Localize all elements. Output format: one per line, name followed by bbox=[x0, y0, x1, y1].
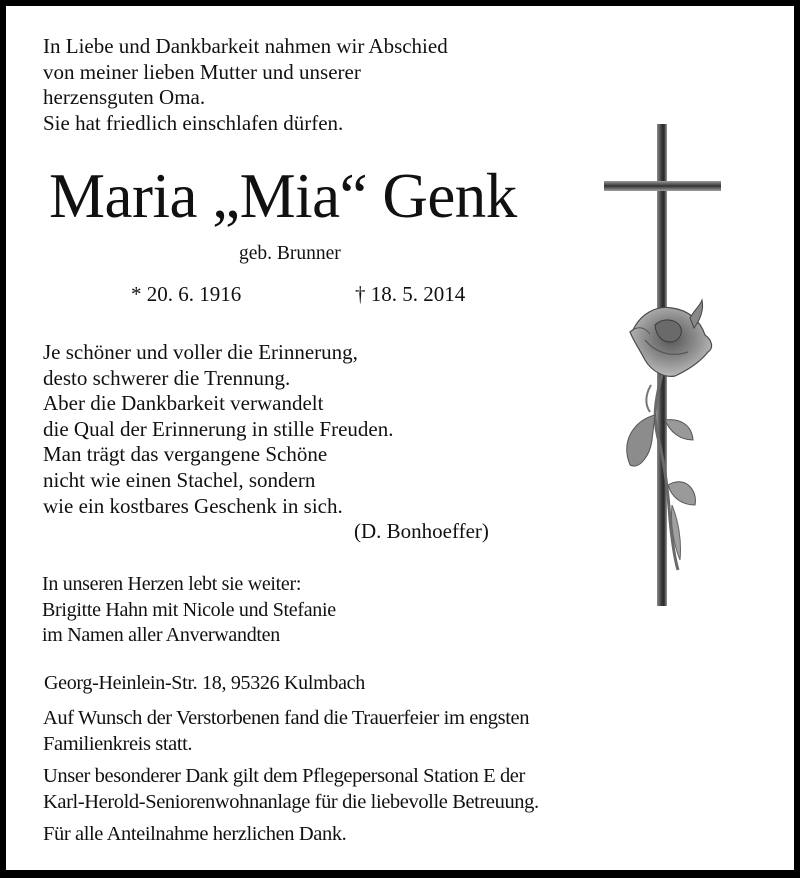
mourners-line: In unseren Herzen lebt sie weiter: bbox=[42, 573, 302, 595]
intro-line: Sie hat friedlich einschlafen dürfen. bbox=[43, 110, 344, 135]
address: Georg-Heinlein-Str. 18, 95326 Kulmbach bbox=[44, 672, 365, 694]
deceased-name: Maria „Mia“ Genk bbox=[49, 161, 517, 231]
mourners-line: Brigitte Hahn mit Nicole und Stefanie bbox=[42, 598, 336, 621]
poem-line: desto schwerer die Trennung. bbox=[43, 365, 291, 390]
funeral-note bbox=[43, 706, 529, 757]
poem-line: nicht wie einen Stachel, sondern bbox=[43, 467, 316, 492]
funeral-note-line: Auf Wunsch der Verstorbenen fand die Trauerfeier im engsten bbox=[43, 707, 530, 729]
mourners-line: im Namen aller Anverwandten bbox=[42, 624, 280, 647]
cross-with-rose-icon bbox=[590, 110, 740, 620]
maiden-name: geb. Brunner bbox=[239, 243, 341, 264]
poem-line: die Qual der Erinnerung in stille Freuden. bbox=[43, 416, 394, 441]
poem-line: Je schöner und voller die Erinnerung, bbox=[43, 340, 358, 364]
intro-line: In Liebe und Dankbarkeit nahmen wir Abschied bbox=[43, 34, 448, 58]
closing-note: Für alle Anteilnahme herzlichen Dank. bbox=[43, 823, 347, 845]
mourners bbox=[42, 572, 336, 649]
intro-line: herzensguten Oma. bbox=[43, 85, 206, 109]
poem-line: Man trägt das vergangene Schöne bbox=[43, 442, 328, 467]
poem bbox=[43, 340, 394, 519]
poem-author: (D. Bonhoeffer) bbox=[354, 519, 489, 543]
poem-line: wie ein kostbares Geschenk in sich. bbox=[43, 493, 343, 518]
intro-text bbox=[43, 34, 448, 136]
intro-line: von meiner lieben Mutter und unserer bbox=[43, 59, 361, 84]
birth-date: * 20. 6. 1916 bbox=[131, 282, 242, 306]
thanks-line: Unser besonderer Dank gilt dem Pflegepersonal Station E der bbox=[43, 765, 525, 787]
thanks-line: Karl-Herold-Seniorenwohnanlage für die liebevolle Betreuung. bbox=[43, 790, 539, 813]
funeral-note-line: Familienkreis statt. bbox=[43, 732, 193, 755]
thanks-note bbox=[43, 764, 539, 815]
poem-line: Aber die Dankbarkeit verwandelt bbox=[43, 391, 324, 416]
death-date: † 18. 5. 2014 bbox=[355, 282, 466, 306]
